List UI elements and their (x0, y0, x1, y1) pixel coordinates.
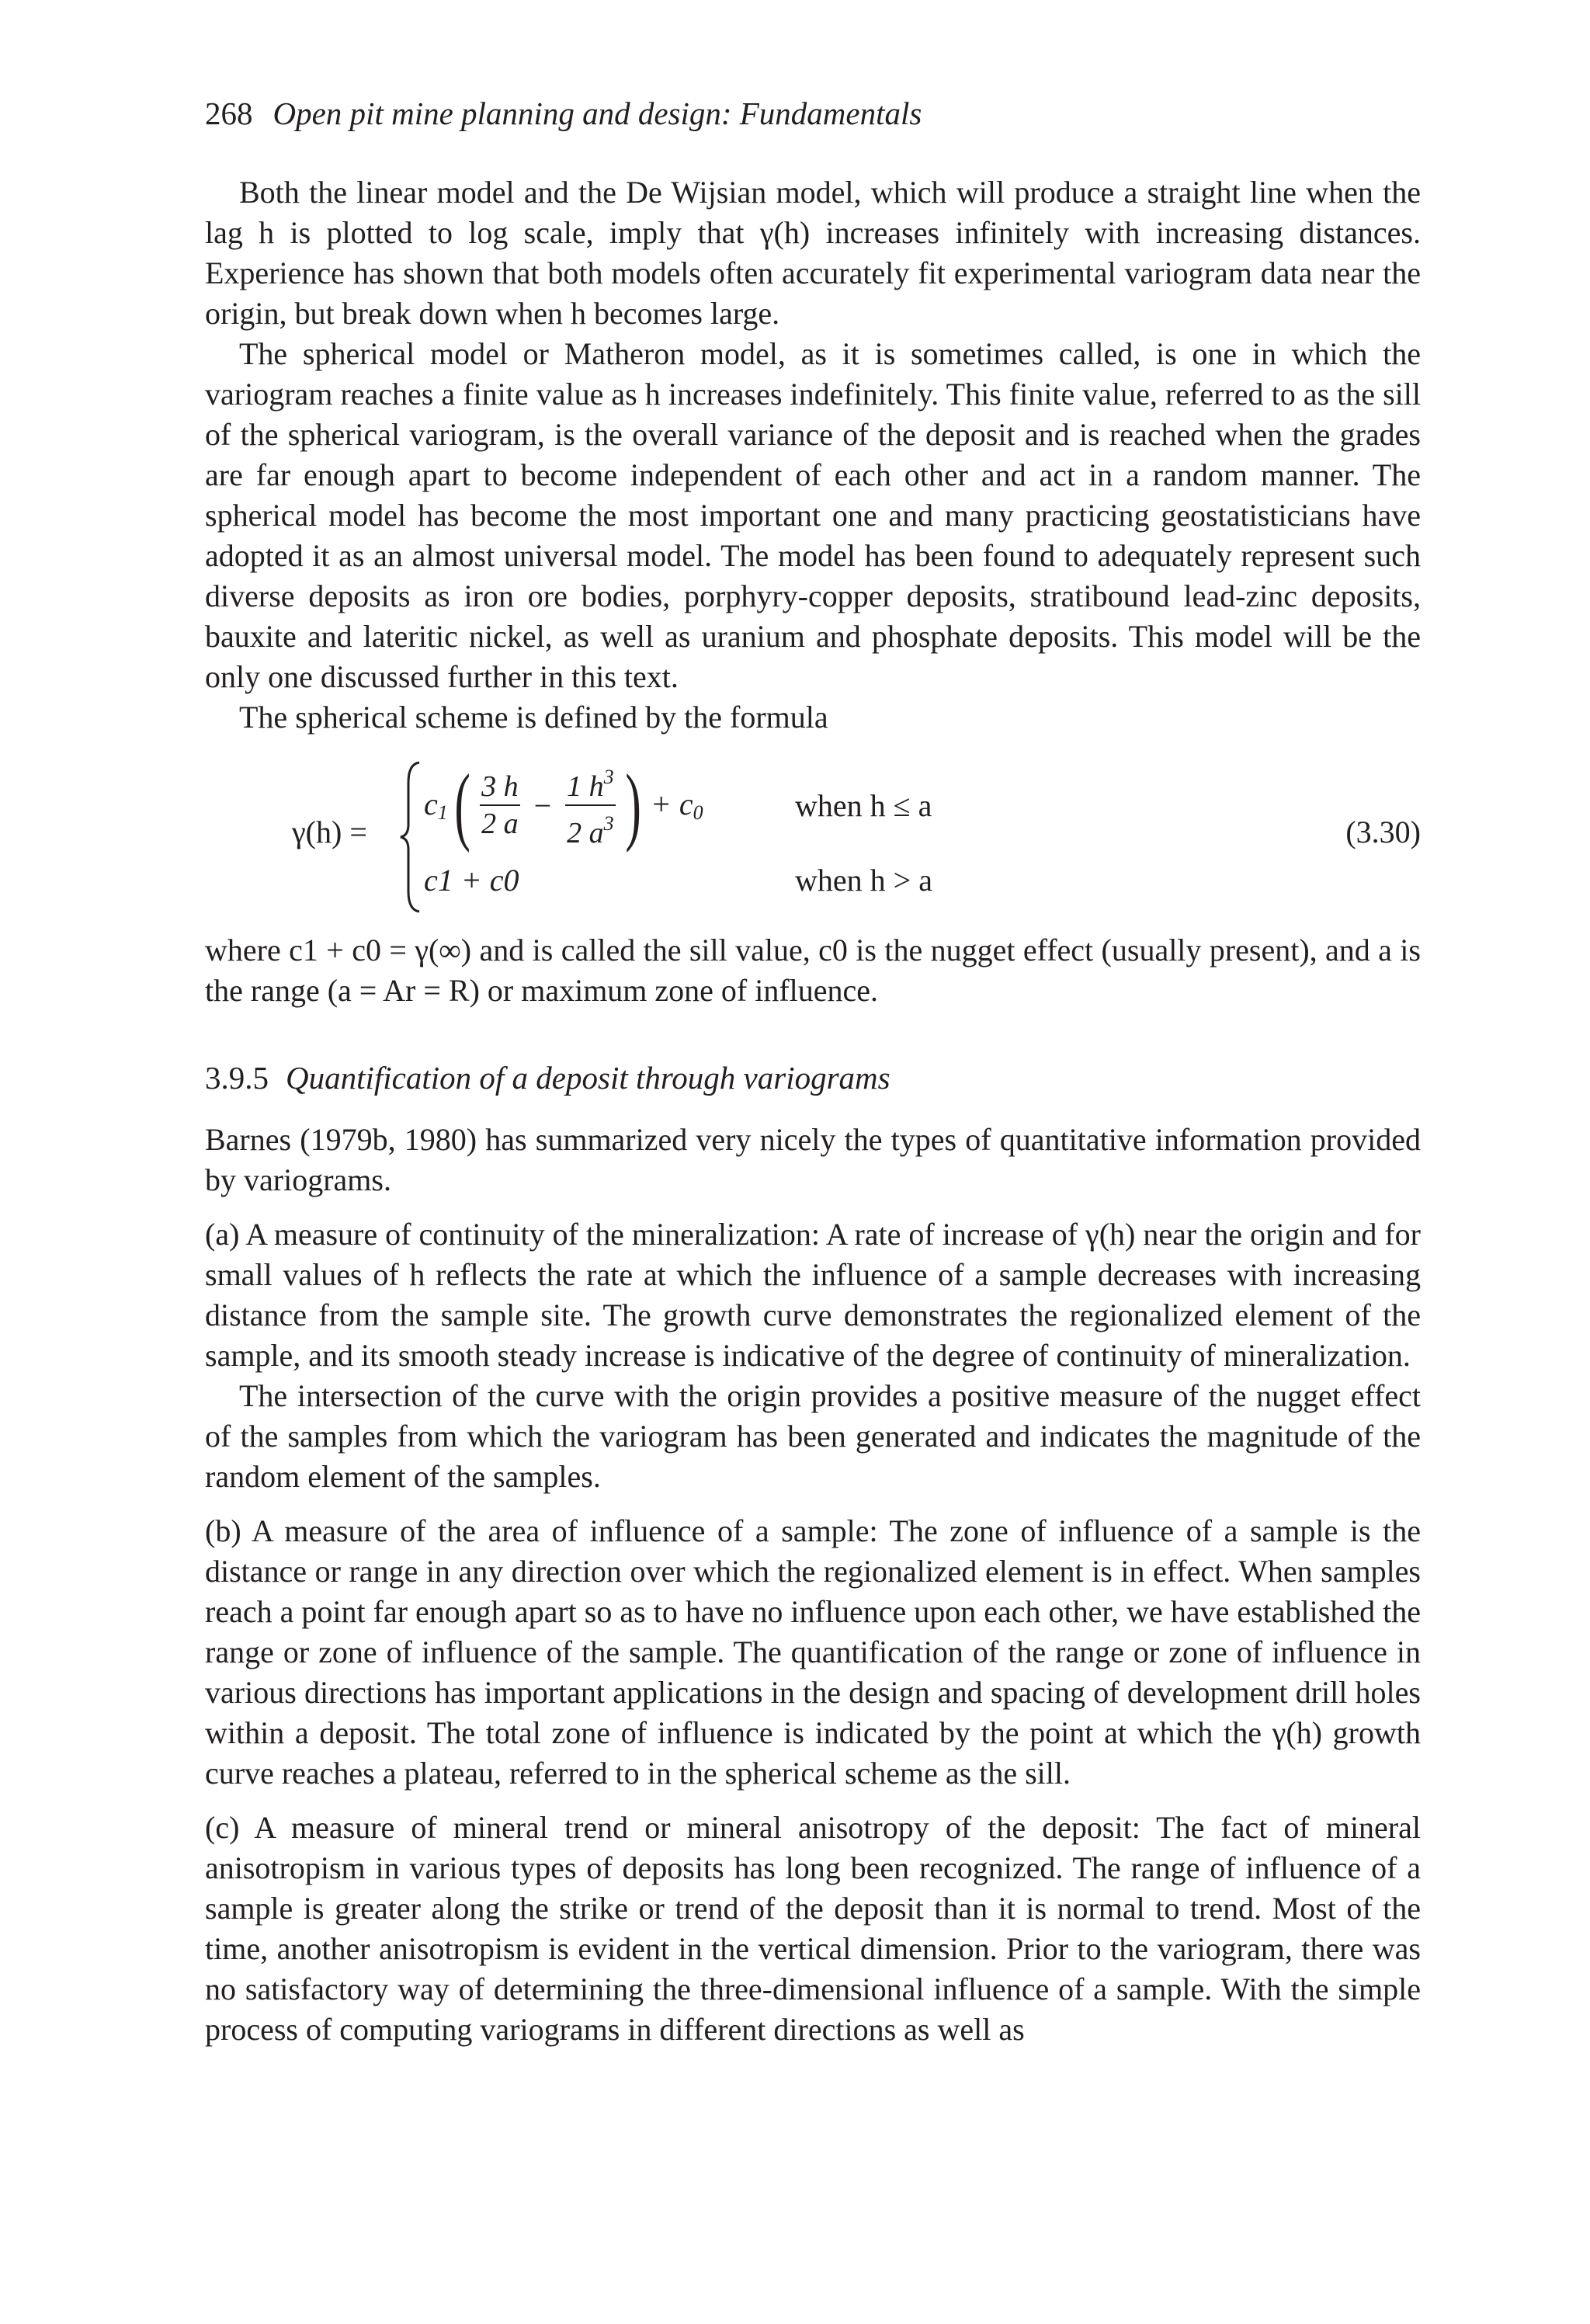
fraction-3h-2a: $\frac{3 h}{2 a}$ (481, 770, 519, 840)
page-number: 268 (205, 96, 253, 131)
running-title: Open pit mine planning and design: Fundamentals (273, 96, 922, 131)
paragraph-linear-model: Both the linear model and the De Wijsian model, which will produce a straight line when the lag h is plotted to log scale, imply that γ(h) increases infinitely with increasing distances. Experience has shown that both models often accurately fit experimental variogram data near the origin, but break down when h becomes large. (205, 175, 1421, 331)
equation-number: (3.30) (1345, 815, 1421, 849)
paragraph-item-a: (a) A measure of continuity of the mineralization: A rate of increase of γ(h) near the origin and for small values of h reflects the rate at which the influence of a sample decreases with increasing distance from the sample site. The growth curve demonstrates the regionalized element of the sample, and its smooth steady increase is indicative of the degree of continuity of mineralization. (205, 1217, 1421, 1373)
equation-lhs: γ(h) = (292, 815, 367, 849)
equation-3-30 (205, 753, 1421, 922)
section-heading (205, 1058, 1421, 1098)
coef-c1: $c_1$ (424, 787, 448, 824)
close-paren: ) (625, 757, 641, 853)
paragraph-nugget-effect: The intersection of the curve with the origin provides a positive measure of the nugget effect of the samples from which the variogram has been generated and indicates the magnitude of the random element of the samples. (205, 1378, 1421, 1494)
fraction-h3-a3: $\frac{1 h^3}{2 a^3}$ (567, 766, 614, 849)
section-number: 3.9.5 (205, 1060, 269, 1096)
paragraph-formula-intro: The spherical scheme is defined by the formula (239, 700, 828, 735)
paragraph-item-b: (b) A measure of the area of influence of a sample: The zone of influence of a sample is the distance or range in any direction over which the regionalized element is in effect. When samples reach a point far enough apart so as to have no influence upon each other, we have established the range or zone of influence of the sample. The quantification of the range or zone of influence in various directions has important applications in the design and spacing of development drill holes within a deposit. The total zone of influence is indicated by the point at which the γ(h) growth curve reaches a plateau, referred to in the spherical scheme as the sill. (205, 1513, 1421, 1791)
condition-2: when h > a (795, 863, 932, 898)
paragraph-spherical-model: The spherical model or Matheron model, as it is sometimes called, is one in which the variogram reaches a finite value as h increases indefinitely. This finite value, referred to as the sill of the spherical variogram, is the overall variance of the deposit and is reached when the grades are far enough apart to become independent of each other and act in a random manner. The spherical model has become the most important one and many practicing geostatisticians have adopted it as an almost universal model. The model has been found to adequately represent such diverse deposits as iron ore bodies, porphyry-copper deposits, stratibound lead-zinc deposits, bauxite and lateritic nickel, as well as uranium and phosphate deposits. This model will be the only one discussed further in this text. (205, 336, 1421, 694)
condition-1: when h ≤ a (795, 788, 932, 823)
running-header (205, 93, 1421, 134)
plus-c0: + $c_0$ (650, 787, 703, 824)
equation-case-1 (424, 759, 703, 851)
minus-sign: − (533, 787, 552, 823)
paragraph-where: where c1 + c0 = γ(∞) and is called the sill value, c0 is the nugget effect (usually present), and a is the range (a = Ar = R) or maximum zone of influence. (205, 933, 1421, 1008)
paragraph-barnes: Barnes (1979b, 1980) has summarized very nicely the types of quantitative information provided by variograms. (205, 1122, 1421, 1197)
open-paren: ( (454, 757, 470, 853)
paragraph-item-c: (c) A measure of mineral trend or mineral anisotropy of the deposit: The fact of mineral anisotropism in various types of deposits has long been recognized. The range of influence of a sample is greater along the strike or trend of the deposit than it is normal to trend. Most of the time, another anisotropism is evident in the vertical dimension. Prior to the variogram, there was no satisfactory way of determining the three-dimensional influence of a sample. With the simple process of computing variograms in different directions as well as (205, 1810, 1421, 2047)
book-page (205, 93, 1421, 2050)
left-brace-icon (399, 759, 422, 915)
equation-case-2: c1 + c0 (424, 863, 519, 898)
section-title: Quantification of a deposit through variograms (286, 1060, 890, 1096)
